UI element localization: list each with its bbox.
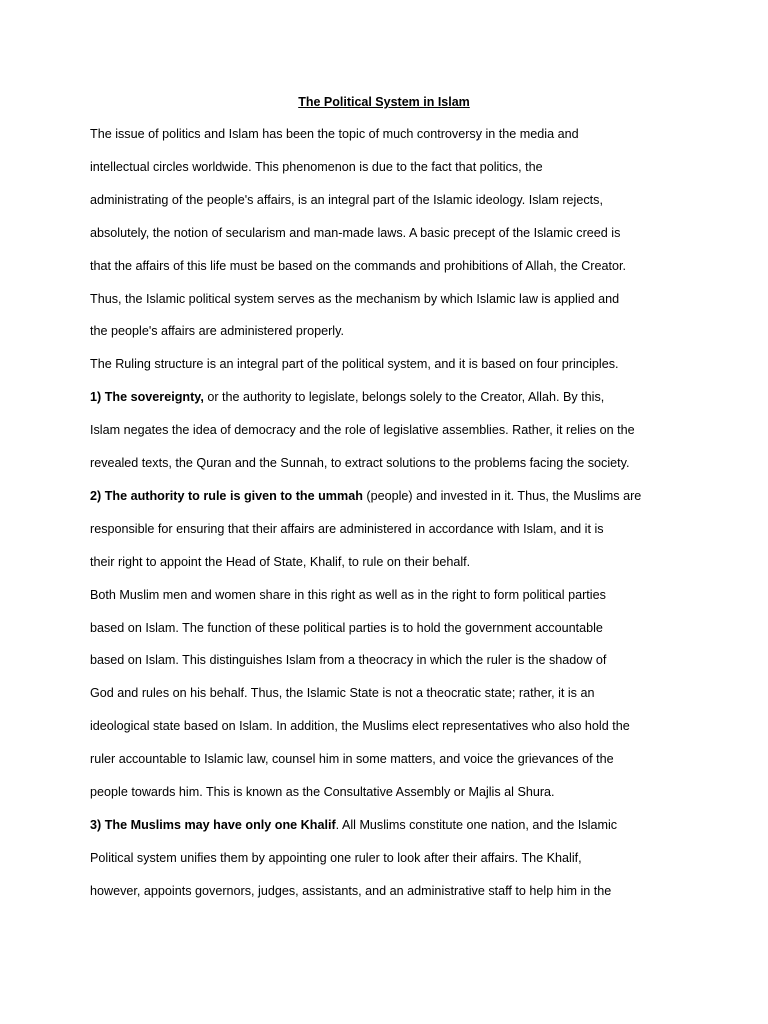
line-text: Both Muslim men and women share in this right as well as in the right to form political parties (90, 588, 606, 602)
line-text: The issue of politics and Islam has been the topic of much controversy in the media and (90, 127, 579, 141)
text-line (90, 554, 690, 570)
text-line (90, 784, 690, 800)
line-text: ideological state based on Islam. In addition, the Muslims elect representatives who also hold the (90, 719, 630, 733)
line-text: their right to appoint the Head of State, Khalif, to rule on their behalf. (90, 555, 471, 569)
text-line (90, 455, 690, 471)
text-line (90, 718, 690, 734)
line-text: Thus, the Islamic political system serves as the mechanism by which Islamic law is applied and (90, 292, 620, 306)
line-text: intellectual circles worldwide. This phenomenon is due to the fact that politics, the (90, 160, 543, 174)
line-text: or the authority to legislate, belongs solely to the Creator, Allah. By this, (203, 390, 605, 404)
text-line (90, 685, 690, 701)
line-text: based on Islam. The function of these political parties is to hold the government accountable (90, 621, 603, 635)
text-line (90, 192, 690, 208)
text-line (90, 751, 690, 767)
line-text: ruler accountable to Islamic law, counsel him in some matters, and voice the grievances of the (90, 752, 614, 766)
text-line (90, 521, 690, 537)
line-text: however, appoints governors, judges, assistants, and an administrative staff to help him in the (90, 884, 612, 898)
line-text: the people's affairs are administered properly. (90, 324, 344, 338)
text-line (90, 488, 690, 504)
text-line (90, 356, 690, 372)
text-line (90, 323, 690, 339)
line-text: administrating of the people's affairs, is an integral part of the Islamic ideology. Islam rejects, (90, 193, 603, 207)
bold-heading-text: 3) The Muslims may have only one Khalif (90, 818, 336, 832)
line-text: (people) and invested in it. Thus, the Muslims are (362, 489, 642, 503)
line-text: based on Islam. This distinguishes Islam from a theocracy in which the ruler is the shadow of (90, 653, 607, 667)
text-line (90, 652, 690, 668)
text-line (90, 817, 690, 833)
text-line (90, 258, 690, 274)
line-text: that the affairs of this life must be based on the commands and prohibitions of Allah, the Creator. (90, 259, 627, 273)
line-text: God and rules on his behalf. Thus, the Islamic State is not a theocratic state; rather, it is an (90, 686, 595, 700)
text-line (90, 422, 690, 438)
line-text: . All Muslims constitute one nation, and the Islamic (335, 818, 618, 832)
line-text: responsible for ensuring that their affairs are administered in accordance with Islam, and it is (90, 522, 604, 536)
line-text: The Ruling structure is an integral part of the political system, and it is based on four principles. (90, 357, 619, 371)
text-line (90, 389, 690, 405)
text-line (90, 850, 690, 866)
line-text: Islam negates the idea of democracy and the role of legislative assemblies. Rather, it relies on the (90, 423, 635, 437)
text-line (90, 225, 690, 241)
bold-heading-text: 1) The sovereignty, (90, 390, 204, 404)
text-line (90, 587, 690, 603)
document-title: The Political System in Islam (298, 95, 470, 109)
text-line (90, 291, 690, 307)
text-line (90, 159, 690, 175)
line-text: revealed texts, the Quran and the Sunnah, to extract solutions to the problems facing the society. (90, 456, 630, 470)
text-line (90, 620, 690, 636)
line-text: absolutely, the notion of secularism and man-made laws. A basic precept of the Islamic creed is (90, 226, 621, 240)
bold-heading-text: 2) The authority to rule is given to the ummah (90, 489, 363, 503)
line-text: Political system unifies them by appointing one ruler to look after their affairs. The Khalif, (90, 851, 582, 865)
line-text: people towards him. This is known as the Consultative Assembly or Majlis al Shura. (90, 785, 555, 799)
text-line (90, 126, 690, 142)
text-line (90, 883, 690, 899)
